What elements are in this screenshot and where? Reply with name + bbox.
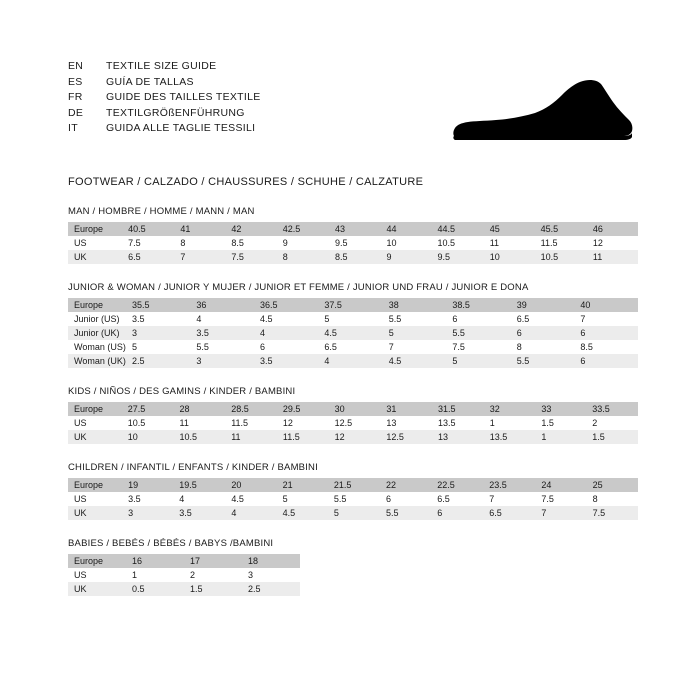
cell: 3.5 [173, 506, 225, 520]
cell: 6.5 [122, 250, 174, 264]
cell: 6 [574, 326, 638, 340]
table-row [68, 568, 300, 582]
table-row [68, 430, 638, 444]
cell: 31.5 [432, 402, 484, 416]
cell: 7 [383, 340, 447, 354]
cell: 29.5 [277, 402, 329, 416]
size-table-junior-woman [68, 298, 638, 368]
cell: 35.5 [126, 298, 190, 312]
page-title: FOOTWEAR / CALZADO / CHAUSSURES / SCHUHE / CALZATURE [68, 176, 424, 188]
row-label: UK [68, 250, 122, 264]
cell: 33 [535, 402, 586, 416]
row-label: Europe [68, 402, 122, 416]
row-label: UK [68, 506, 122, 520]
cell: 5 [277, 492, 328, 506]
cell: 10.5 [431, 236, 483, 250]
cell: 43 [329, 222, 380, 236]
cell: 19.5 [173, 478, 225, 492]
cell: 3.5 [122, 492, 173, 506]
cell: 20 [225, 478, 276, 492]
cell: 30 [329, 402, 381, 416]
language-title: TEXTILE SIZE GUIDE [106, 60, 217, 72]
cell: 4.5 [225, 492, 276, 506]
size-table-babies [68, 554, 300, 596]
cell: 4 [190, 312, 254, 326]
row-label: Europe [68, 298, 126, 312]
cell: 21 [277, 478, 328, 492]
row-label: Junior (US) [68, 312, 126, 326]
cell: 2 [184, 568, 242, 582]
language-title: GUIDA ALLE TAGLIE TESSILI [106, 122, 256, 134]
cell: 11.5 [225, 416, 277, 430]
cell: 33.5 [586, 402, 638, 416]
cell: 11 [174, 416, 226, 430]
cell: 6 [380, 492, 431, 506]
cell: 40 [574, 298, 638, 312]
row-label: Europe [68, 554, 126, 568]
cell: 1 [484, 416, 536, 430]
group-children [68, 462, 638, 520]
cell: 6.5 [483, 506, 535, 520]
language-rows [68, 60, 261, 138]
row-label: Woman (UK) [68, 354, 126, 368]
cell: 42.5 [277, 222, 329, 236]
cell: 5.5 [511, 354, 575, 368]
cell: 5.5 [446, 326, 510, 340]
cell: 40.5 [122, 222, 174, 236]
cell: 37.5 [318, 298, 382, 312]
cell: 6 [511, 326, 575, 340]
language-title: GUIDE DES TAILLES TEXTILE [106, 91, 261, 103]
group-label: KIDS / NIÑOS / DES GAMINS / KINDER / BAMBINI [68, 386, 296, 397]
language-code: DE [68, 106, 84, 119]
cell: 8.5 [225, 236, 276, 250]
cell: 6.5 [431, 492, 483, 506]
cell: 11 [225, 430, 277, 444]
table-row [68, 340, 638, 354]
cell: 8.5 [329, 250, 380, 264]
cell: 22 [380, 478, 431, 492]
language-title: GUÍA DE TALLAS [106, 75, 194, 88]
cell: 13.5 [484, 430, 536, 444]
language-code: EN [68, 60, 84, 72]
cell: 1.5 [184, 582, 242, 596]
cell: 5 [126, 340, 190, 354]
cell: 3.5 [126, 312, 190, 326]
cell: 45.5 [535, 222, 587, 236]
cell: 9 [277, 236, 329, 250]
cell: 7 [174, 250, 225, 264]
cell: 27.5 [122, 402, 174, 416]
cell: 7 [574, 312, 638, 326]
cell: 44 [380, 222, 431, 236]
cell: 7.5 [225, 250, 276, 264]
cell: 25 [587, 478, 638, 492]
cell: 5.5 [380, 506, 431, 520]
cell: 8 [277, 250, 329, 264]
row-label: UK [68, 430, 122, 444]
row-label: Woman (US) [68, 340, 126, 354]
cell: 28.5 [225, 402, 277, 416]
cell: 12.5 [329, 416, 381, 430]
cell: 3 [126, 326, 190, 340]
row-label: Europe [68, 478, 122, 492]
cell: 24 [535, 478, 586, 492]
cell: 1.5 [586, 430, 638, 444]
group-label: CHILDREN / INFANTIL / ENFANTS / KINDER / BAMBINI [68, 462, 318, 473]
cell: 10 [380, 236, 431, 250]
cell: 3.5 [254, 354, 318, 368]
cell: 5.5 [328, 492, 380, 506]
cell: 11 [587, 250, 638, 264]
cell: 3 [190, 354, 254, 368]
cell: 13 [432, 430, 484, 444]
group-man [68, 206, 638, 264]
cell: 13 [380, 416, 432, 430]
cell: 8 [587, 492, 638, 506]
group-label: MAN / HOMBRE / HOMME / MANN / MAN [68, 206, 255, 217]
row-label: US [68, 492, 122, 506]
row-label: US [68, 236, 122, 250]
language-title: TEXTILGRÖßENFÜHRUNG [106, 106, 245, 119]
table-row [68, 506, 638, 520]
cell: 3 [122, 506, 173, 520]
cell: 45 [484, 222, 535, 236]
row-label: US [68, 416, 122, 430]
cell: 4 [173, 492, 225, 506]
language-row [68, 60, 261, 76]
cell: 7.5 [535, 492, 586, 506]
cell: 38 [383, 298, 447, 312]
cell: 23.5 [483, 478, 535, 492]
cell: 5.5 [383, 312, 447, 326]
cell: 9.5 [329, 236, 380, 250]
table-row [68, 326, 638, 340]
row-label: US [68, 568, 126, 582]
table-row [68, 416, 638, 430]
cell: 10 [484, 250, 535, 264]
cell: 6.5 [318, 340, 382, 354]
cell: 12 [277, 416, 329, 430]
language-code: ES [68, 75, 83, 88]
cell: 5.5 [190, 340, 254, 354]
cell: 10 [122, 430, 174, 444]
table-row [68, 402, 638, 416]
cell: 1 [535, 430, 586, 444]
table-row [68, 478, 638, 492]
cell: 4.5 [318, 326, 382, 340]
table-row [68, 298, 638, 312]
cell: 17 [184, 554, 242, 568]
cell: 4.5 [254, 312, 318, 326]
table-row [68, 222, 638, 236]
dress-shoe-icon [438, 78, 638, 140]
group-label: JUNIOR & WOMAN / JUNIOR Y MUJER / JUNIOR ET FEMME / JUNIOR UND FRAU / JUNIOR E DONA [68, 282, 529, 293]
cell: 5 [383, 326, 447, 340]
cell: 7.5 [587, 506, 638, 520]
table-row [68, 236, 638, 250]
cell: 4 [225, 506, 276, 520]
cell: 10.5 [174, 430, 226, 444]
cell: 0.5 [126, 582, 184, 596]
cell: 5 [318, 312, 382, 326]
cell: 22.5 [431, 478, 483, 492]
size-table-children [68, 478, 638, 520]
cell: 5 [328, 506, 380, 520]
cell: 39 [511, 298, 575, 312]
table-row [68, 582, 300, 596]
language-title-table [68, 60, 261, 138]
cell: 10.5 [535, 250, 587, 264]
cell: 8 [511, 340, 575, 354]
cell: 4 [254, 326, 318, 340]
cell: 11.5 [535, 236, 587, 250]
cell: 36 [190, 298, 254, 312]
cell: 42 [225, 222, 276, 236]
cell: 46 [587, 222, 638, 236]
cell: 11.5 [277, 430, 329, 444]
cell: 4 [318, 354, 382, 368]
cell: 31 [380, 402, 432, 416]
group-junior-woman [68, 282, 638, 368]
cell: 8.5 [574, 340, 638, 354]
language-row [68, 76, 261, 92]
cell: 1 [126, 568, 184, 582]
cell: 3 [242, 568, 300, 582]
cell: 4.5 [277, 506, 328, 520]
cell: 10.5 [122, 416, 174, 430]
table-row [68, 354, 638, 368]
cell: 7.5 [122, 236, 174, 250]
cell: 16 [126, 554, 184, 568]
cell: 32 [484, 402, 536, 416]
cell: 7 [535, 506, 586, 520]
cell: 7.5 [446, 340, 510, 354]
cell: 3.5 [190, 326, 254, 340]
cell: 28 [174, 402, 226, 416]
group-babies [68, 538, 638, 596]
row-label: Europe [68, 222, 122, 236]
cell: 2.5 [126, 354, 190, 368]
cell: 9 [380, 250, 431, 264]
cell: 44.5 [431, 222, 483, 236]
cell: 2 [586, 416, 638, 430]
table-row [68, 312, 638, 326]
cell: 1.5 [535, 416, 586, 430]
row-label: UK [68, 582, 126, 596]
cell: 6 [254, 340, 318, 354]
cell: 4.5 [383, 354, 447, 368]
cell: 2.5 [242, 582, 300, 596]
cell: 9.5 [431, 250, 483, 264]
cell: 12 [329, 430, 381, 444]
row-label: Junior (UK) [68, 326, 126, 340]
cell: 6 [431, 506, 483, 520]
cell: 36.5 [254, 298, 318, 312]
cell: 41 [174, 222, 225, 236]
cell: 38.5 [446, 298, 510, 312]
cell: 5 [446, 354, 510, 368]
table-row [68, 492, 638, 506]
table-row [68, 250, 638, 264]
language-row [68, 107, 261, 123]
cell: 7 [483, 492, 535, 506]
size-table-kids [68, 402, 638, 444]
cell: 6 [446, 312, 510, 326]
size-table-man [68, 222, 638, 264]
cell: 13.5 [432, 416, 484, 430]
table-row [68, 554, 300, 568]
group-kids [68, 386, 638, 444]
guide-header [68, 60, 638, 156]
cell: 18 [242, 554, 300, 568]
cell: 12 [587, 236, 638, 250]
cell: 19 [122, 478, 173, 492]
language-row [68, 122, 261, 138]
language-row [68, 91, 261, 107]
language-code: IT [68, 122, 78, 134]
cell: 6 [574, 354, 638, 368]
cell: 11 [484, 236, 535, 250]
cell: 12.5 [380, 430, 432, 444]
group-label: BABIES / BEBÉS / BÉBÉS / BABYS /BAMBINI [68, 538, 274, 549]
cell: 8 [174, 236, 225, 250]
cell: 21.5 [328, 478, 380, 492]
cell: 6.5 [511, 312, 575, 326]
language-code: FR [68, 91, 83, 103]
